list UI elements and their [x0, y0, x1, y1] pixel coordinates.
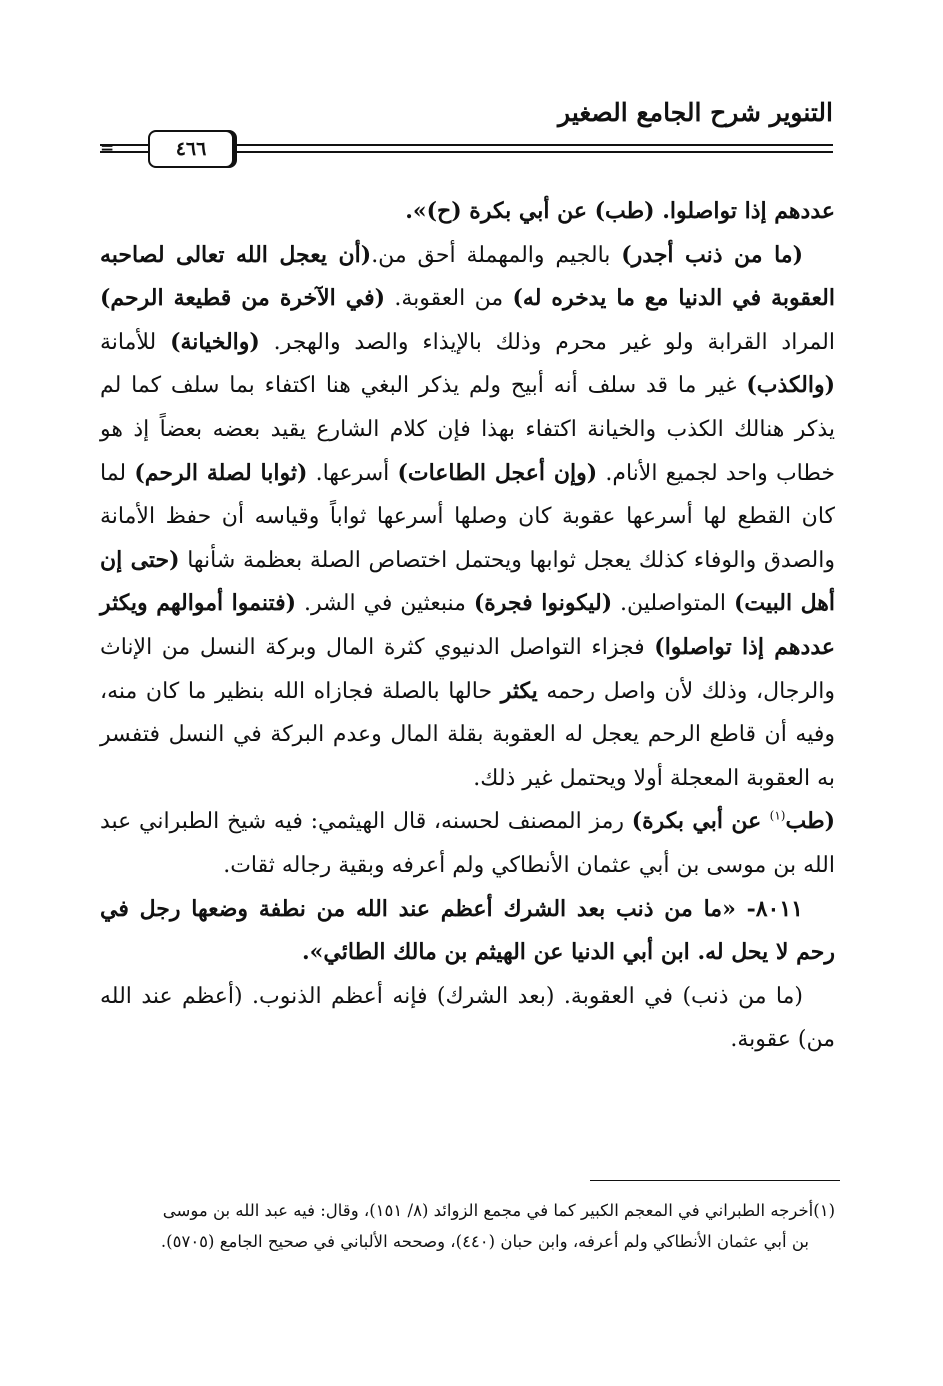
quoted-phrase: (حتى إن أهل البيت): [100, 546, 836, 617]
commentary-text: لما كان القطع لها أسرعها عقوبة كان وصلها أسرعها ثواباً وقياسه أن حفظ الأمانة والصدق والوفاء كذلك يعجل ثوابها ويحتمل اختصاص الصلة بعظمة شأنها: [100, 460, 835, 573]
header-rule-end-mark: =: [100, 138, 115, 158]
paragraph-commentary-8011: [100, 975, 835, 1062]
commentary-text: المراد القرابة ولو غير محرم وذلك بالإيذاء والصد والهجر.: [259, 329, 836, 355]
commentary-text: منبعثين في الشر.: [296, 591, 474, 617]
commentary-text: (ما من ذنب): [682, 983, 804, 1009]
quoted-phrase: (فتنموا أموالهم ويكثر عددهم إذا تواصلوا): [100, 590, 835, 660]
quoted-phrase: (وإن أعجل الطاعات): [397, 459, 598, 486]
quoted-phrase: (والخيانة): [170, 328, 260, 355]
commentary-text: بالجيم والمهملة أحق من.: [371, 242, 622, 268]
quoted-phrase: (أن يعجل الله تعالى لصاحبه العقوبة في الدنيا مع ما يدخره له): [100, 241, 835, 312]
footnote-1-continued: [100, 1226, 835, 1257]
commentary-text: عقوبة.: [730, 1027, 798, 1053]
footnotes: [100, 1195, 835, 1257]
paragraph-hadith-end: [100, 190, 835, 234]
commentary-text: (بعد الشرك): [436, 983, 555, 1009]
commentary-text: حالها بالصلة فجازاه الله بنظير ما كان منه، وفيه أن قاطع الرحم يعجل له العقوبة بقلة المال وعدم البركة في النسل فتفسر به العقوبة المعجلة أولا ويحتمل غير ذلك.: [100, 678, 835, 791]
quoted-phrase: (ما من ذنب أجدر): [621, 241, 803, 268]
quoted-phrase: (في الآخرة من قطيعة الرحم): [100, 285, 386, 312]
footnote-1: [100, 1195, 835, 1226]
footnote-text: (١)أخرجه الطبراني في المعجم الكبير كما في مجمع الزوائد (٨/ ١٥١)، وقال: فيه عبد الله بن موسى: [162, 1201, 835, 1220]
paragraph-source: [100, 800, 835, 887]
quoted-phrase: (طب: [785, 808, 835, 835]
quoted-phrase: (ثوابا لصلة الرحم): [134, 459, 308, 486]
footnote-text: بن أبي عثمان الأنطاكي ولم أعرفه، وابن حبان (٤٤٠)، وصححه الألباني في صحيح الجامع (٥٧٠٥).: [160, 1232, 809, 1251]
footnote-reference[interactable]: (١): [769, 808, 786, 823]
quoted-phrase: عن أبي بكرة): [631, 808, 770, 835]
commentary-text: فجزاء التواصل الدنيوي كثرة المال وبركة النسل من الإناث والرجال، وذلك لأن واصل رحمه: [100, 634, 835, 704]
header-rule: [100, 130, 833, 178]
commentary-text: للأمانة: [100, 329, 171, 355]
hadith-text: ٨٠١١- «ما من ذنب بعد الشرك أعظم عند الله من نطفة وضعها رجل في رحم لا يحل له. ابن أبي الدنيا عن الهيثم بن مالك الطائي».: [100, 895, 835, 966]
commentary-text: المتواصلين.: [612, 591, 734, 617]
commentary-text: أسرعها.: [307, 460, 398, 486]
commentary-text: فإنه أعظم الذنوب.: [242, 983, 437, 1009]
quoted-phrase: (والكذب): [746, 372, 835, 399]
footnote-separator: [590, 1180, 840, 1181]
commentary-text: غير ما قد سلف أنه أبيح ولم يذكر البغي هنا اكتفاء بما سلف كما لم يذكر هنالك الكذب والخيانة اكتفاء بهذا فإن كلام الشارع يقيد بعضه بعضاً إذ هو خطاب واحد لجميع الأنام.: [100, 373, 836, 486]
running-header-title: التنوير شرح الجامع الصغير: [558, 98, 833, 127]
commentary-text: رمز المصنف لحسنه، قال الهيثمي: فيه شيخ الطبراني عبد الله بن موسى بن أبي عثمان الأنطاكي ولم أعرفه وبقية رجاله ثقات.: [100, 809, 835, 878]
quoted-phrase: (ليكونوا فجرة): [473, 590, 613, 617]
paragraph-commentary: [100, 234, 835, 801]
commentary-text: في العقوبة.: [554, 983, 683, 1009]
hadith-text: عددهم إذا تواصلوا. (طب) عن أبي بكرة (ح)».: [405, 198, 835, 224]
main-text: [100, 190, 835, 1062]
commentary-text: (أعظم عند الله من): [100, 983, 835, 1053]
page-number-box: ٤٦٦: [148, 130, 234, 168]
commentary-text: من العقوبة.: [385, 286, 513, 312]
quoted-phrase: يكثر: [500, 677, 538, 704]
paragraph-hadith-8011: [100, 888, 835, 975]
